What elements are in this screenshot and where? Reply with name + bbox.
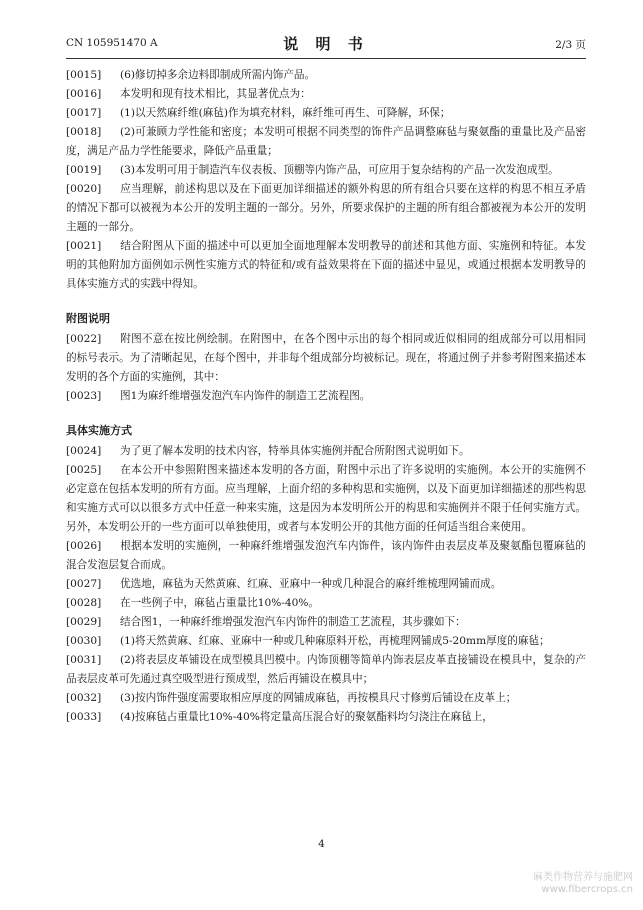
paragraph-number: [0032]: [66, 692, 102, 704]
paragraph-group-embodiments: [66, 442, 586, 727]
paragraph: [66, 689, 586, 708]
document-title: 说 明 书: [283, 35, 369, 53]
paragraph-text: (3)按内饰件强度需要取相应厚度的网铺成麻毡，再按模具尺寸修剪后铺设在皮革上；: [120, 692, 517, 704]
paragraph: [66, 613, 586, 632]
paragraph-text: (2)可兼顾力学性能和密度；本发明可根据不同类型的饰件产品调整麻毡与聚氨酯的重量比及产品密度，满足产品力学性能要求，降低产品重量；: [66, 126, 586, 157]
paragraph: [66, 180, 586, 237]
paragraph-group-intro: [66, 66, 586, 294]
paragraph-text: 优选地，麻毡为天然黄麻、红麻、亚麻中一种或几种混合的麻纤维梳理网铺而成。: [120, 578, 502, 590]
paragraph-number: [0030]: [66, 635, 102, 647]
paragraph-number: [0021]: [66, 240, 102, 252]
paragraph-text: 附图不意在按比例绘制。在附图中，在各个图中示出的每个相同或近似相同的组成部分可以用相同的标号表示。为了清晰起见，在每个图中，并非每个组成部分均被标记。现在，将通过例子并参考附图来描述本发明的各个方面的实施例，其中：: [66, 333, 586, 383]
watermark-url: www.fibercrops.cn: [541, 884, 633, 895]
paragraph-text: 图1为麻纤维增强发泡汽车内饰件的制造工艺流程图。: [120, 390, 371, 402]
paragraph: [66, 161, 586, 180]
paragraph: [66, 104, 586, 123]
paragraph: [66, 594, 586, 613]
paragraph-number: [0024]: [66, 445, 102, 457]
page-indicator: 2/3 页: [555, 39, 586, 51]
paragraph-number: [0015]: [66, 69, 102, 81]
paragraph-number: [0019]: [66, 164, 102, 176]
paragraph-number: [0020]: [66, 183, 102, 195]
paragraph-text: 根据本发明的实施例，一种麻纤维增强发泡汽车内饰件，该内饰件由表层皮革及聚氨酯包覆麻毡的混合发泡层复合而成。: [66, 540, 586, 571]
paragraph-text: 应当理解，前述构思以及在下面更加详细描述的额外构思的所有组合只要在这样的构思不相互矛盾的情况下都可以被视为本公开的发明主题的一部分。另外，所要求保护的主题的所有组合都被视为本公开的发明主题的一部分。: [66, 183, 586, 233]
paragraph-number: [0028]: [66, 597, 102, 609]
header-rule: [66, 58, 586, 59]
paragraph: [66, 651, 586, 689]
paragraph-text: 本发明和现有技术相比，其显著优点为：: [120, 88, 311, 100]
paragraph-number: [0022]: [66, 333, 102, 345]
paragraph: [66, 330, 586, 387]
paragraph-text: (6)修切掉多余边料即制成所需内饰产品。: [120, 69, 316, 81]
paragraph: [66, 461, 586, 537]
paragraph: [66, 632, 586, 651]
document-body: [66, 66, 586, 727]
section-heading-embodiments: 具体实施方式: [66, 424, 132, 437]
paragraph-number: [0026]: [66, 540, 102, 552]
paragraph: [66, 387, 586, 406]
paragraph-text: 为了更了解本发明的技术内容，特举具体实施例并配合所附图式说明如下。: [120, 445, 470, 457]
paragraph: [66, 123, 586, 161]
paragraph-text: (2)将表层皮革铺设在成型模具凹模中。内饰顶棚等简单内饰表层皮革直接铺设在模具中，复杂的产品表层皮革可先通过真空吸型进行预成型，然后再铺设在模具中；: [66, 654, 586, 685]
paragraph: [66, 66, 586, 85]
paragraph: [66, 237, 586, 294]
paragraph-group-figures: [66, 330, 586, 406]
paragraph: [66, 85, 586, 104]
paragraph-number: [0033]: [66, 711, 102, 723]
paragraph-number: [0018]: [66, 126, 102, 138]
paragraph-text: 在一些例子中，麻毡占重量比10%-40%。: [120, 597, 319, 609]
paragraph-text: (1)将天然黄麻、红麻、亚麻中一种或几种麻原料开松，再梳理网铺成5-20mm厚度的麻毡；: [120, 635, 550, 647]
paragraph-text: (4)按麻毡占重量比10%-40%将定量高压混合好的聚氨酯料均匀浇注在麻毡上，: [120, 711, 493, 723]
page-header: [66, 33, 586, 55]
section-heading-figures: 附图说明: [66, 312, 110, 325]
paragraph: [66, 575, 586, 594]
paragraph-text: 结合附图从下面的描述中可以更加全面地理解本发明教导的前述和其他方面、实施例和特征。本发明的其他附加方面例如示例性实施方式的特征和/或有益效果将在下面的描述中显见，或通过根据本发明教导的具体实施方式的实践中得知。: [66, 240, 586, 290]
paragraph-number: [0016]: [66, 88, 102, 100]
paragraph-text: 在本公开中参照附图来描述本发明的各方面，附图中示出了许多说明的实施例。本公开的实施例不必定意在包括本发明的所有方面。应当理解，上面介绍的多种构思和实施例，以及下面更加详细描述的那些构思和实施方式可以以很多方式中任意一种来实施，这是因为本发明所公开的构思和实施例并不限于任何实施方式。另外，本发明公开的一些方面可以单独使用，或者与本发明公开的其他方面的任何适当组合来使用。: [66, 464, 586, 533]
paragraph-text: 结合图1，一种麻纤维增强发泡汽车内饰件的制造工艺流程，其步骤如下：: [120, 616, 466, 628]
paragraph-number: [0025]: [66, 464, 102, 476]
paragraph-number: [0031]: [66, 654, 102, 666]
paragraph-text: (1)以天然麻纤维(麻毡)作为填充材料，麻纤维可再生、可降解，环保；: [120, 107, 451, 119]
paragraph: [66, 442, 586, 461]
paragraph-number: [0023]: [66, 390, 102, 402]
paragraph-number: [0029]: [66, 616, 102, 628]
watermark-site-name: 麻类作物营养与施肥网: [533, 872, 633, 883]
page-number: 4: [318, 838, 325, 850]
paragraph-text: (3)本发明可用于制造汽车仪表板、顶棚等内饰产品，可应用于复杂结构的产品一次发泡成型。: [120, 164, 559, 176]
paragraph-number: [0027]: [66, 578, 102, 590]
document-number: CN 105951470 A: [66, 37, 158, 49]
site-watermark: [533, 872, 633, 896]
paragraph: [66, 537, 586, 575]
paragraph: [66, 708, 586, 727]
paragraph-number: [0017]: [66, 107, 102, 119]
